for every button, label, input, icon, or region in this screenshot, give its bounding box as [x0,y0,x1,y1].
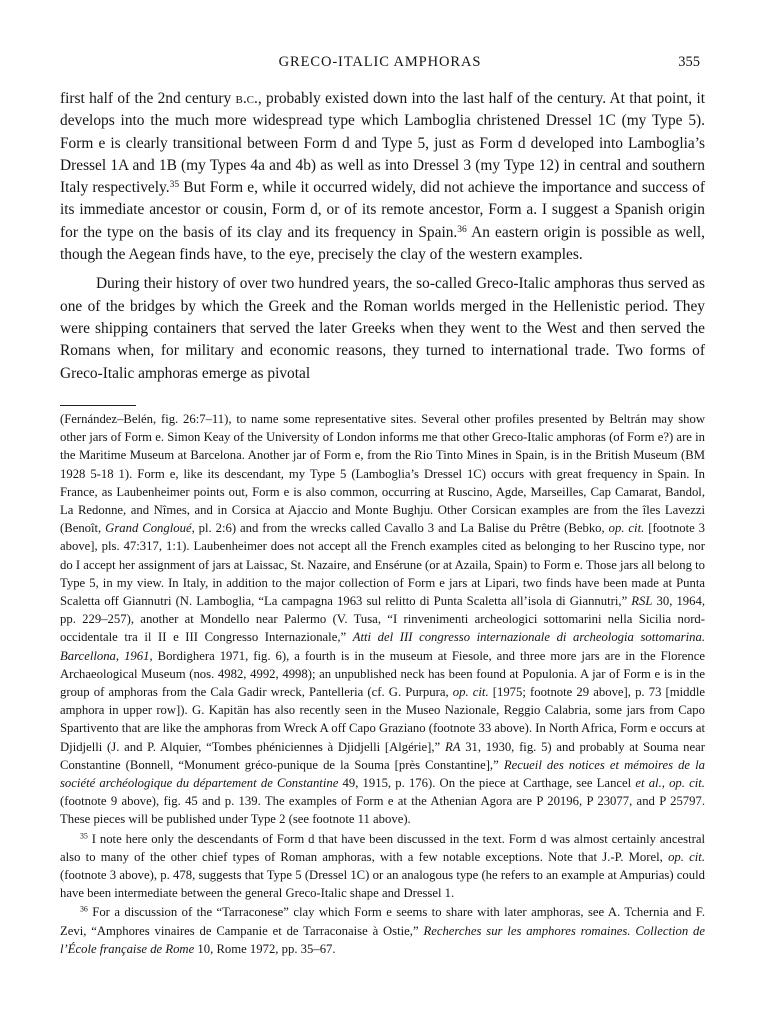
body-paragraph-2: During their history of over two hundred years, the so-called Greco-Italic amphoras thus served as one of the bridges by which the Greek and the Roman worlds merged in the Hellenistic period. They were shipping containers that served the later Greeks when they went to the West and then served the Romans when, for military and economic reasons, they turned to international trade. Two forms of Greco-Italic amphoras emerge as pivotal [60,275,705,382]
running-head [60,54,700,74]
footnote-rule [60,405,136,406]
footnote-ref-35: 35 [169,178,180,190]
footnote-35: $^{35}$ I note here only the descendants of Form d that have been discussed in the text. Form d was almost certainly ancestral also to many of the other chief types of Roman amphoras, with a few notable exceptions. Note that J.-P. Morel, op. cit. (footnote 3 above), p. 478, suggests that Type 5 (Dressel 1C) or an analogous type (he refers to an example at Ampurias) could have been intermediate between the general Greco-Italic shape and Dressel 1. [60,831,706,901]
footnote-continuation: (Fernández–Belén, fig. 26:7–11), to name some representative sites. Several other profiles presented by Beltrán may show other jars of Form e. Simon Keay of the University of London informs me that other Greco-Italic amphoras (of Form e?) are in the Maritime Museum at Barcelona. Another jar of Form e, from the Rio Tinto Mines in Spain, is in the British Museum (BM 1928 5-18 1). Form e, like its descendant, my Type 5 (Lamboglia’s Dressel 1C) occurs with great frequency in Spain. In France, as Laubenheimer points out, Form e is also common, occurring at Ruscino, Agde, Marseilles, Cap Camarat, Bandol, La Redonne, and Nîmes, and in Corsica at Ajaccio and Monte Bughju. Other Corsican examples are from the îles Lavezzi (Benoît, Grand Congloué, pl. 2:6) and from the wrecks called Cavallo 3 and La Balise du Prêtre (Bebko, op. cit. [footnote 3 above], pls. 47:317, 1:1). Laubenheimer does not accept all the French examples cited as belonging to her Ruscino type, nor do I accept her assignment of jars at Laissac, St. Nazaire, and Ensérune (or at Azaila, Spain) to Form e. Those jars all belong to Type 5, in my view. In Italy, in addition to the major collection of Form e jars at Lipari, two finds have been made at Punta Scaletta off Giannutri (N. Lamboglia, “La campagna 1963 sul relitto di Punta Scaletta all’isola di Giannutri,” RSL 30, 1964, pp. 229–257), another at Mondello near Palermo (V. Tusa, “I rinvenimenti archeologici sottomarini nella Sicilia nord-occidentale tra il II e III Congresso Internazionale,” Atti del III congresso internazionale di archeologia sottomarina. Barcellona, 1961, Bordighera 1971, fig. 6), a fourth is in the museum at Fiesole, and three more jars are in the Florence Archaeological Museum (nos. 4982, 4992, 4998); an unpublished neck has been found at Populonia. A jar of Form e is in the group of amphoras from the Cala Gadir wreck, Pantelleria (cf. G. Purpura, op. cit. [1975; footnote 29 above], p. 73 [middle amphora in upper row]). G. Kapitän has also recently seen in the Museo Nazionale, Reggio Calabria, some jars from Capo Spartivento that are like the amphoras from Wreck A off Capo Graziano (footnote 33 above). In North Africa, Form e occurs at Djidjelli (J. and P. Alquier, “Tombes phéniciennes à Djidjelli [Algérie],” RA 31, 1930, fig. 5) and probably at Souma near Constantine (Bonnell, “Monument gréco-punique de la Souma [près Constantine],” Recueil des notices et mémoires de la société archéologique du département de Constantine 49, 1915, p. 176). On the piece at Carthage, see Lancel et al., op. cit. (footnote 9 above), fig. 45 and p. 139. The examples of Form e at the Athenian Agora are P 20196, P 23077, and P 25797. These pieces will be published under Type 2 (see footnote 11 above). [60,412,706,827]
page-number: 355 [678,54,700,70]
footnote-36: $^{36}$ For a discussion of the “Tarraconese” clay which Form e seems to share with later amphoras, see A. Tchernia and F. Zevi, “Amphores vinaires de Campanie et de Tarraconaise à Ostie,” Recherches sur les amphores romaines. Collection de l’École française de Rome 10, Rome 1972, pp. 35–67. [60,905,705,956]
footnote-ref-36: 36 [457,223,467,235]
era-abbreviation: b.c. [235,90,258,107]
footnote-marker: 36 [80,905,88,915]
footnotes [60,410,705,958]
body-text [60,88,705,392]
running-title: GRECO-ITALIC AMPHORAS [278,54,482,70]
body-paragraph-1: first half of the 2nd century b.c., probably existed down into the last half of the century. At that point, it develops into the much more widespread type which Lamboglia christened Dressel 1C (my Type 5). Form e is clearly transitional between Form d and Type 5, just as Form d developed into Lamboglia’s Dressel 1A and 1B (my Types 4a and 4b) as well as into Dressel 3 (my Type 12) in central and southern Italy respectively.$^{35}$ But Form e, while it occurred widely, did not achieve the importance and success of its immediate ancestor or cousin, Form d, or of its remote ancestor, Form a. I suggest a Spanish origin for the type on the basis of its clay and its frequency in Spain.$^{36}$ An eastern origin is possible as well, though the Aegean finds have, to the eye, precisely the clay of the western examples. [60,90,706,264]
footnote-marker: 35 [80,831,88,841]
